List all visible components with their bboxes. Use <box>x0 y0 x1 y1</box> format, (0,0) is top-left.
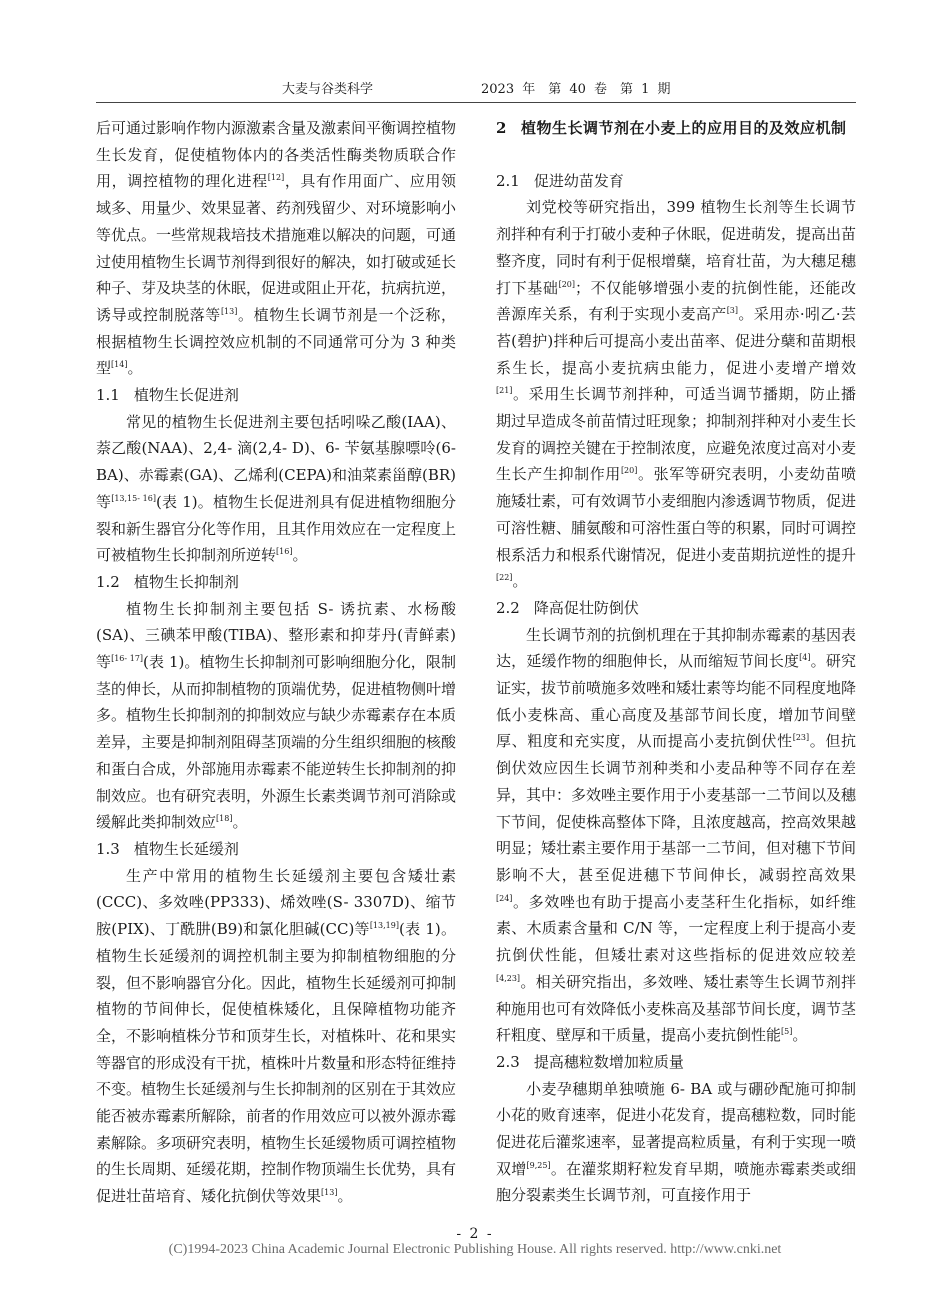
citation: [4] <box>799 653 811 663</box>
citation: [4,23] <box>496 973 521 983</box>
section-heading-2: 2 植物生长调节剂在小麦上的应用目的及效应机制 <box>496 119 847 137</box>
section-heading-1-2: 1.2 植物生长抑制剂 <box>96 572 239 591</box>
section-heading-2-3: 2.3 提高穗粒数增加粒质量 <box>496 1052 684 1071</box>
copyright-footer: (C)1994-2023 China Academic Journal Electronic Publishing House. All rights reserved. http://www.cnki.net <box>168 1242 782 1257</box>
section-heading-2-2: 2.2 降高促壮防倒伏 <box>496 598 639 617</box>
citation: [16] <box>276 547 293 557</box>
citation: [21] <box>496 386 513 396</box>
issue-info: 2023 年 第 40 卷 第 1 期 <box>481 82 671 97</box>
paragraph: 生长调节剂的抗倒机理在于其抑制赤霉素的基因表达，延缓作物的细胞伸长，从而缩短节间长度[4]。研究证实，拔节前喷施多效唑和矮壮素等均能不同程度地降低小麦株高、重心高度及基部节间长度，增加节间壁厚、粗度和充实度，从而提高小麦抗倒伏性[23]。但抗倒伏效应因生长调节剂种类和小麦品种等不同存在差异，其中：多效唑主要作用于小麦基部一二节间以及穗下节间，促使株高整体下降，且浓度越高，控高效果越明显；矮壮素主要作用于基部一二节间，但对穗下节间影响不大，甚至促进穗下节间伸长，减弱控高效果[24]。多效唑也有助于提高小麦茎秆生化指标，如纤维素、木质素含量和 C/N 等，一定程度上利于提高小麦抗倒伏性能，但矮壮素对这些指标的促进效应较差[4,23]。相关研究指出，多效唑、矮壮素等生长调节剂拌种施用也可有效降低小麦株高及基部节间长度，调节茎秆粗度、壁厚和干质量，提高小麦抗倒性能[5]。 <box>496 625 857 1045</box>
section-heading-1-3: 1.3 植物生长延缓剂 <box>96 839 239 858</box>
citation: [22] <box>496 573 513 583</box>
citation: [24] <box>496 893 513 903</box>
running-header <box>96 80 856 103</box>
paragraph: 植物生长抑制剂主要包括 S- 诱抗素、水杨酸(SA)、三碘苯甲酸(TIBA)、整形素和抑芽丹(青鲜素)等[16- 17](表 1)。植物生长抑制剂可影响细胞分化，限制茎的伸长，从而抑制植物的顶端优势，促进植物侧叶增多。植物生长抑制剂的抑制效应与缺少赤霉素存在本质差异，主要是抑制剂阻碍茎顶端的分生组织细胞的核酸和蛋白合成，外部施用赤霉素不能逆转生长抑制剂的抑制效应。也有研究表明，外源生长素类调节剂可消除或缓解此类抑制效应[18]。 <box>96 599 457 832</box>
page-number: - 2 - <box>456 1226 494 1242</box>
paragraph: 生产中常用的植物生长延缓剂主要包含矮壮素(CCC)、多效唑(PP333)、烯效唑(S- 3307D)、缩节胺(PIX)、丁酰肼(B9)和氯化胆碱(CC)等[13,19](表 1)。植物生长延缓剂的调控机制主要为抑制植物细胞的分裂，但不影响器官分化。因此，植物生长延缓剂可抑制植物的节间伸长，促使植株矮化，且保障植物功能齐全，不影响植株分节和顶芽生长，对植株叶、花和果实等器官的形成没有干扰，植株叶片数量和形态特征维持不变。植物生长延缓剂与生长抑制剂的区别在于其效应能否被赤霉素所解除，前者的作用效应可以被外源赤霉素解除。多项研究表明，植物生长延缓物质可调控植物的生长周期、延缓花期，控制作物顶端生长优势，具有促进壮苗培育、矮化抗倒伏等效果[13]。 <box>96 866 457 1206</box>
citation: [23] <box>792 733 810 743</box>
journal-name: 大麦与谷类科学 <box>282 82 374 97</box>
right-column <box>496 115 856 1209</box>
citation: [14] <box>111 360 128 370</box>
citation: [3] <box>726 306 739 316</box>
citation: [20] <box>558 279 576 289</box>
paragraph: 刘党校等研究指出，399 植物生长剂等生长调节剂拌种有利于打破小麦种子休眠，促进萌发，提高出苗整齐度，同时有利于促根增蘖，培育壮苗，为大穗足穗打下基础[20]；不仅能够增强小麦的抗倒性能，还能改善源库关系，有利于实现小麦高产[3]。采用赤·吲乙·芸苔(碧护)拌种后可提高小麦出苗率、促进分蘖和苗期根系生长，提高小麦抗病虫能力，促进小麦增产增效[21]。采用生长调节剂拌种，可适当调节播期，防止播期过早造成冬前苗情过旺现象；抑制剂拌种对小麦生长发育的调控关键在于控制浓度，应避免浓度过高对小麦生长产生抑制作用[20]。张军等研究表明，小麦幼苗喷施矮壮素，可有效调节小麦细胞内渗透调节物质，促进可溶性糖、脯氨酸和可溶性蛋白等的积累，同时可调控根系活力和根系代谢情况，促进小麦苗期抗逆性的提升[22]。 <box>496 198 857 591</box>
paragraph: 后可通过影响作物内源激素含量及激素间平衡调控植物生长发育，促使植物体内的各类活性酶类物质联合作用，调控植物的理化进程[12]，具有作用面广、应用领域多、用量少、效果显著、药剂残留少、对环境影响小等优点。一些常规栽培技术措施难以解决的问题，可通过使用植物生长调节剂得到很好的解决，如打破或延长种子、芽及块茎的休眠，促进或阻止开花，抗病抗逆，诱导或控制脱落等[13]。植物生长调节剂是一个泛称，根据植物生长调控效应机制的不同通常可分为 3 种类型[14]。 <box>96 119 457 378</box>
citation: [12] <box>267 173 285 183</box>
citation: [18] <box>216 814 233 824</box>
section-heading-1-1: 1.1 植物生长促进剂 <box>96 386 239 405</box>
paragraph: 小麦孕穗期单独喷施 6- BA 或与硼砂配施可抑制小花的败育速率，促进小花发育，提高穗粒数，同时能促进花后灌浆速率，显著提高粒质量，有利于实现一喷双增[9,25]。在灌浆期籽粒发育早期，喷施赤霉素类或细胞分裂素类生长调节剂，可直接作用于 <box>496 1079 857 1205</box>
citation: [13,15- 16] <box>111 493 156 503</box>
citation: [13] <box>220 306 238 316</box>
citation: [16- 17] <box>111 654 144 664</box>
citation: [9,25] <box>526 1160 551 1170</box>
paragraph: 常见的植物生长促进剂主要包括吲哚乙酸(IAA)、萘乙酸(NAA)、2,4- 滴(2,4- D)、6- 苄氨基腺嘌呤(6- BA)、赤霉素(GA)、乙烯利(CEPA)和油菜素甾醇(BR)等[13,15- 16](表 1)。植物生长促进剂具有促进植物细胞分裂和新生器官分化等作用，且其作用效应在一定程度上可被植物生长抑制剂所逆转[16]。 <box>96 412 457 565</box>
citation: [5] <box>781 1027 793 1037</box>
citation: [13,19] <box>369 921 399 931</box>
citation: [20] <box>620 466 638 476</box>
citation: [13] <box>321 1188 338 1198</box>
left-column <box>96 115 456 1210</box>
section-heading-2-1: 2.1 促进幼苗发育 <box>496 171 624 190</box>
